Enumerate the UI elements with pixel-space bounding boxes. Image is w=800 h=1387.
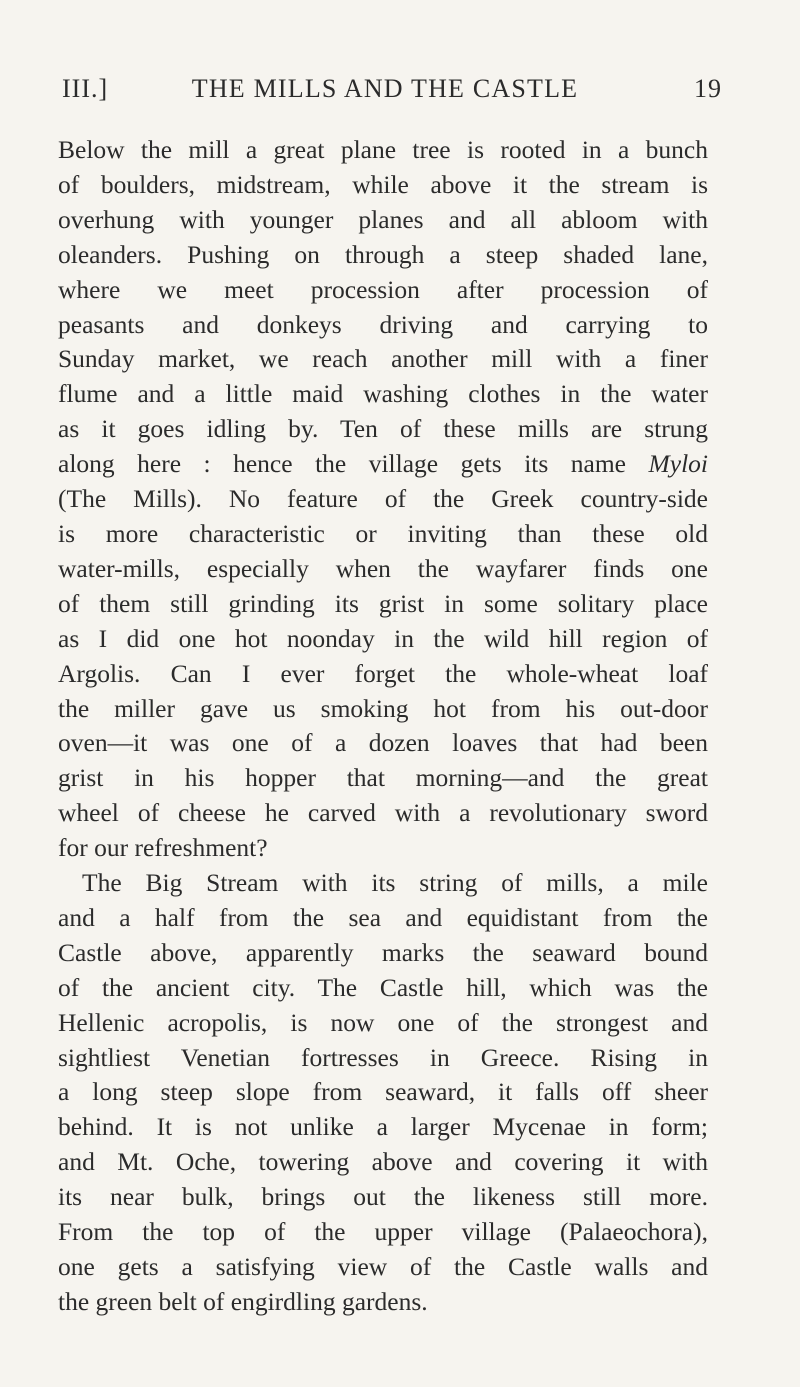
italic-word: Myloi: [648, 449, 708, 479]
text-line-with-italic: [58, 447, 708, 482]
text-line: overhung with younger planes and all abloom with: [58, 204, 708, 234]
text-line: the green belt of engirdling gardens.: [58, 1286, 428, 1316]
text-line: sightliest Venetian fortresses in Greece. Rising in: [58, 1042, 708, 1072]
text-line: oleanders. Pushing on through a steep shaded lane,: [58, 239, 708, 269]
body-text: [58, 133, 708, 1320]
text-line: The Big Stream with its string of mills, a mile: [82, 868, 708, 898]
text-line: Castle above, apparently marks the seaward bound: [58, 937, 708, 967]
text-line-part: along here : hence the village gets its name: [58, 449, 627, 479]
text-line: its near bulk, brings out the likeness still more.: [58, 1182, 708, 1212]
chapter-title: THE MILLS AND THE CASTLE: [191, 74, 579, 103]
text-line: of the ancient city. The Castle hill, which was the: [58, 972, 708, 1002]
paragraph-1: [58, 133, 708, 866]
text-line: behind. It is not unlike a larger Mycenae in form;: [58, 1112, 708, 1142]
text-line: where we meet procession after procession of: [58, 274, 708, 304]
text-line: Hellenic acropolis, is now one of the strongest and: [58, 1007, 708, 1037]
text-line: of boulders, midstream, while above it the stream is: [58, 169, 708, 199]
chapter-marker: III.]: [62, 74, 109, 103]
text-line: Below the mill a great plane tree is rooted in a bunch: [58, 135, 708, 164]
paragraph-2: [58, 866, 708, 1320]
text-line: oven—it was one of a dozen loaves that had been: [58, 728, 708, 758]
text-line: as I did one hot noonday in the wild hill region of: [58, 623, 708, 653]
text-line: one gets a satisfying view of the Castle walls and: [58, 1252, 708, 1281]
text-line: as it goes idling by. Ten of these mills are strung: [58, 414, 708, 444]
text-line: grist in his hopper that morning—and the great: [58, 763, 708, 793]
text-line: From the top of the upper village (Palaeochora),: [58, 1217, 708, 1247]
text-line: Argolis. Can I ever forget the whole-wheat loaf: [58, 658, 708, 688]
text-line: Sunday market, we reach another mill with a finer: [58, 344, 708, 374]
text-line: water-mills, especially when the wayfarer finds one: [58, 553, 708, 583]
text-line: (The Mills). No feature of the Greek country-side: [58, 484, 708, 514]
text-line: and a half from the sea and equidistant from the: [58, 902, 708, 932]
text-line: of them still grinding its grist in some solitary place: [58, 588, 708, 618]
text-line: peasants and donkeys driving and carrying to: [58, 309, 708, 339]
page-number: 19: [694, 74, 722, 103]
text-line: flume and a little maid washing clothes in the water: [58, 379, 708, 409]
text-line: for our refreshment?: [58, 833, 268, 863]
text-line: wheel of cheese he carved with a revolutionary sword: [58, 798, 708, 828]
running-head: [48, 74, 722, 110]
text-line: the miller gave us smoking hot from his out-door: [58, 693, 708, 723]
text-line: and Mt. Oche, towering above and covering it with: [58, 1147, 708, 1177]
text-line: is more characteristic or inviting than these old: [58, 518, 708, 548]
text-line: a long steep slope from seaward, it falls off sheer: [58, 1077, 708, 1107]
